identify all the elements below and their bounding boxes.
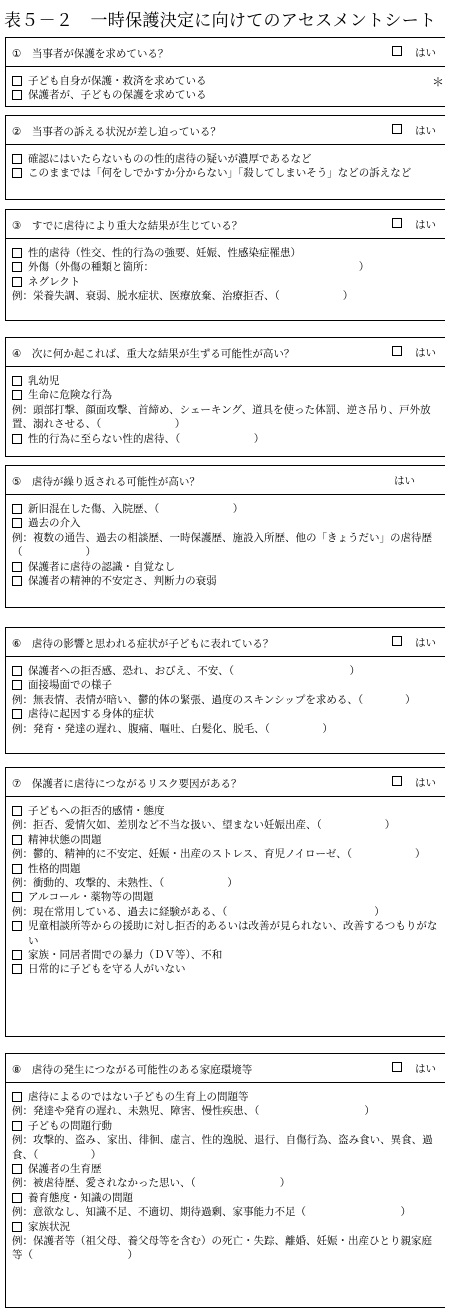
checklist-item	[12, 516, 439, 530]
item-list	[6, 797, 445, 983]
yes-label: はい	[394, 475, 415, 487]
item-checkbox[interactable]	[12, 1092, 22, 1102]
item-text: アルコール・薬物等の問題	[28, 891, 154, 904]
checklist-item	[12, 74, 439, 88]
question-row	[6, 768, 445, 797]
item-checkbox[interactable]	[12, 1193, 22, 1203]
checklist-item	[12, 1119, 439, 1133]
question-text: ⑥ 虐待の影響と思われる症状が子どもに表れている？	[12, 638, 274, 650]
item-text: 保護者に虐待の認識・自覚なし	[28, 560, 175, 573]
item-checkbox[interactable]	[12, 168, 22, 178]
item-text: 外傷（外傷の種類と箇所： ）	[28, 261, 370, 274]
item-text: 確認にはいたらないものの性的虐待の疑いが濃厚であるなど	[28, 153, 312, 165]
yes-checkbox[interactable]	[392, 346, 402, 356]
checklist-item	[12, 862, 439, 876]
checklist-item	[12, 1191, 439, 1205]
yes-checkbox[interactable]	[392, 124, 402, 134]
item-checkbox[interactable]	[12, 835, 22, 845]
checklist-item	[12, 1090, 439, 1104]
yes-label: はい	[415, 777, 436, 789]
item-text: 面接場面での様子	[28, 679, 112, 692]
item-list	[6, 1083, 445, 1269]
item-text: 虐待に起因する身体的症状	[28, 708, 154, 721]
item-checkbox[interactable]	[12, 1164, 22, 1174]
question-row	[6, 210, 445, 239]
checklist-item	[12, 502, 439, 516]
checklist-item	[12, 574, 439, 588]
item-text: 養育態度・知識の問題	[28, 1191, 133, 1204]
item-checkbox[interactable]	[12, 248, 22, 258]
question-text: ② 当事者の訴える状況が差し迫っている？	[12, 126, 221, 138]
example-text: 例：鬱的、精神的に不安定、妊娠・出産のストレス、育児ノイローゼ、（ ）	[12, 848, 426, 861]
item-checkbox[interactable]	[12, 680, 22, 690]
question-row	[6, 1054, 445, 1083]
item-checkbox[interactable]	[12, 950, 22, 960]
yes-label: はい	[415, 347, 436, 359]
section-1	[5, 37, 445, 107]
example-text: 例：複数の通告、過去の相談歴、一時保護歴、施設入所歴、他の「きょうだい」の虐待歴（ ）	[12, 531, 432, 559]
item-checkbox[interactable]	[12, 892, 22, 902]
item-text: このままでは「何をしでかすか分からない」「殺してしまいそう」などの訴えなど	[28, 167, 412, 180]
asterisk-mark: ＊	[432, 75, 445, 89]
checklist-item	[12, 707, 439, 721]
question-row	[6, 628, 445, 657]
item-list	[6, 239, 445, 310]
item-checkbox[interactable]	[12, 390, 22, 400]
checklist-item	[12, 664, 439, 678]
item-text: 生命に危険な行為	[28, 389, 112, 402]
question-text: ⑤ 虐待が繰り返される可能性が高い？	[12, 476, 200, 488]
item-checkbox[interactable]	[12, 806, 22, 816]
checklist-item	[12, 1162, 439, 1176]
example-text: 例：無表情、表情が暗い、鬱的体の緊張、過度のスキンシップを求める、（ ）	[12, 693, 416, 706]
item-checkbox[interactable]	[12, 90, 22, 100]
item-text: 性格的問題	[28, 862, 81, 875]
item-text: 保護者への拒否感、恐れ、おびえ、不安、（ ）	[28, 665, 361, 677]
section-7	[5, 767, 445, 1037]
yes-checkbox[interactable]	[392, 776, 402, 786]
example-text: 例：栄養失調、衰弱、脱水症状、医療放棄、治療拒否、（ ）	[12, 290, 354, 303]
item-text: 日常的に子どもを守る人がいない	[28, 963, 186, 976]
question-text: ⑧ 虐待の発生につながる可能性のある家庭環境等	[12, 1064, 253, 1076]
item-checkbox[interactable]	[12, 964, 22, 974]
item-text: 新旧混在した傷、入院歴、（ ）	[28, 503, 244, 515]
checklist-item	[12, 890, 439, 904]
checklist-item	[12, 919, 439, 948]
example-text: 例：攻撃的、盗み、家出、徘徊、虚言、性的逸脱、退行、自傷行為、盗み食い、異食、過食、（ ）	[12, 1134, 433, 1161]
item-checkbox[interactable]	[12, 1222, 22, 1232]
checklist-item	[12, 962, 439, 976]
item-text: 乳幼児	[28, 375, 60, 387]
item-checkbox[interactable]	[12, 376, 22, 386]
item-checkbox[interactable]	[12, 666, 22, 676]
yes-label: はい	[415, 219, 436, 231]
item-checkbox[interactable]	[12, 262, 22, 272]
checklist-item	[12, 152, 439, 166]
item-checkbox[interactable]	[12, 921, 22, 931]
checklist-item	[12, 246, 439, 260]
example-text: 例：意欲なし、知識不足、不適切、期待過剰、家事能力不足（ ）	[12, 1206, 411, 1219]
yes-checkbox[interactable]	[392, 46, 402, 56]
item-checkbox[interactable]	[12, 518, 22, 528]
yes-checkbox[interactable]	[392, 218, 402, 228]
item-text: 性的行為に至らない性的虐待、（ ）	[28, 432, 265, 445]
checklist-item	[12, 804, 439, 818]
section-8	[5, 1053, 445, 1308]
item-list	[6, 657, 445, 742]
item-checkbox[interactable]	[12, 1121, 22, 1131]
item-text: 子ども自身が保護・救済を求めている	[28, 75, 207, 87]
section-2	[5, 115, 445, 200]
item-text: 性的虐待（性交、性的行為の強要、妊娠、性感染症罹患）	[28, 247, 301, 259]
checklist-item	[12, 432, 439, 446]
checklist-item	[12, 275, 439, 289]
item-text: 家族状況	[28, 1220, 70, 1233]
yes-checkbox[interactable]	[392, 636, 402, 646]
item-checkbox[interactable]	[12, 562, 22, 572]
question-row	[6, 116, 445, 145]
question-text: ③ すでに虐待により重大な結果が生じている？	[12, 220, 243, 232]
item-checkbox[interactable]	[12, 154, 22, 164]
checklist-item	[12, 388, 439, 402]
checklist-item	[12, 560, 439, 574]
example-text: 例：拒否、愛情欠如、差別など不当な扱い、望まない妊娠出産、（ ）	[12, 819, 396, 832]
checklist-item	[12, 1220, 439, 1234]
checklist-item	[12, 88, 439, 102]
item-text: 児童相談所等からの援助に対し拒否的あるいは改善が見られない、改善するつもりがない	[28, 920, 438, 947]
item-checkbox[interactable]	[12, 864, 22, 874]
section-6	[5, 627, 445, 754]
item-text: 過去の介入	[28, 517, 81, 530]
item-text: 子どもへの拒否的感情・態度	[28, 805, 165, 817]
item-checkbox[interactable]	[12, 504, 22, 514]
item-text: 保護者が、子どもの保護を求めている	[28, 89, 207, 102]
yes-label: はい	[415, 47, 436, 59]
item-list	[6, 67, 445, 109]
example-text: 例：発育・発達の遅れ、腹痛、嘔吐、白髪化、脱毛、（ ）	[12, 722, 333, 735]
question-row	[6, 466, 445, 495]
checklist-item	[12, 374, 439, 388]
section-3	[5, 209, 445, 321]
item-checkbox[interactable]	[12, 434, 22, 444]
checklist-item	[12, 260, 439, 274]
example-text: 例：衝動的、攻撃的、未熟性、（ ）	[12, 877, 238, 890]
question-text: ⑦ 保護者に虐待につながるリスク要因がある？	[12, 778, 242, 790]
item-text: ネグレクト	[28, 275, 81, 288]
checklist-item	[12, 948, 439, 962]
checklist-item	[12, 166, 439, 180]
checklist-item	[12, 678, 439, 692]
item-checkbox[interactable]	[12, 576, 22, 586]
question-text: ① 当事者が保護を求めている？	[12, 48, 169, 60]
item-list	[6, 145, 445, 187]
example-text: 例：頭部打撃、顔面攻撃、首締め、シェーキング、道具を使った体罰、逆さ吊り、戸外放置、溺れさせる、（ ）	[12, 403, 431, 431]
question-text: ④ 次に何か起これば、重大な結果が生ずる可能性が高い？	[12, 348, 295, 360]
example-text: 例：保護者等（祖父母、養父母等を含む）の死亡・失踪、離婚、妊娠・出産ひとり親家庭等（ ）	[12, 1235, 432, 1262]
yes-checkbox[interactable]	[392, 1062, 402, 1072]
item-list	[6, 495, 445, 594]
yes-label: はい	[415, 637, 436, 649]
checklist-item	[12, 833, 439, 847]
item-checkbox[interactable]	[12, 709, 22, 719]
example-text: 例：被虐待歴、愛されなかった思い、（ ）	[12, 1177, 291, 1190]
item-text: 虐待によるのではない子どもの生育上の問題等	[28, 1091, 249, 1103]
yes-label: はい	[415, 125, 436, 137]
item-checkbox[interactable]	[12, 76, 22, 86]
item-text: 家族・同居者間での暴力（ＤＶ等）、不和	[28, 949, 223, 962]
section-4	[5, 337, 445, 457]
question-row	[6, 38, 445, 67]
example-text: 例：現在常用している、過去に経験がある、（ ）	[12, 905, 385, 918]
page-title: 表５－２ 一時保護決定に向けてのアセスメントシート	[4, 11, 437, 31]
item-text: 精神状態の問題	[28, 833, 102, 846]
question-row	[6, 338, 445, 367]
item-text: 子どもの問題行動	[28, 1119, 112, 1132]
section-5	[5, 465, 445, 608]
item-text: 保護者の生育歴	[28, 1163, 102, 1176]
item-checkbox[interactable]	[12, 277, 22, 287]
example-text: 例：発達や発育の遅れ、未熟児、障害、慢性疾患、（ ）	[12, 1105, 375, 1118]
item-text: 保護者の精神的不安定さ、判断力の衰弱	[28, 575, 217, 588]
item-list	[6, 367, 445, 452]
yes-label: はい	[415, 1063, 436, 1075]
